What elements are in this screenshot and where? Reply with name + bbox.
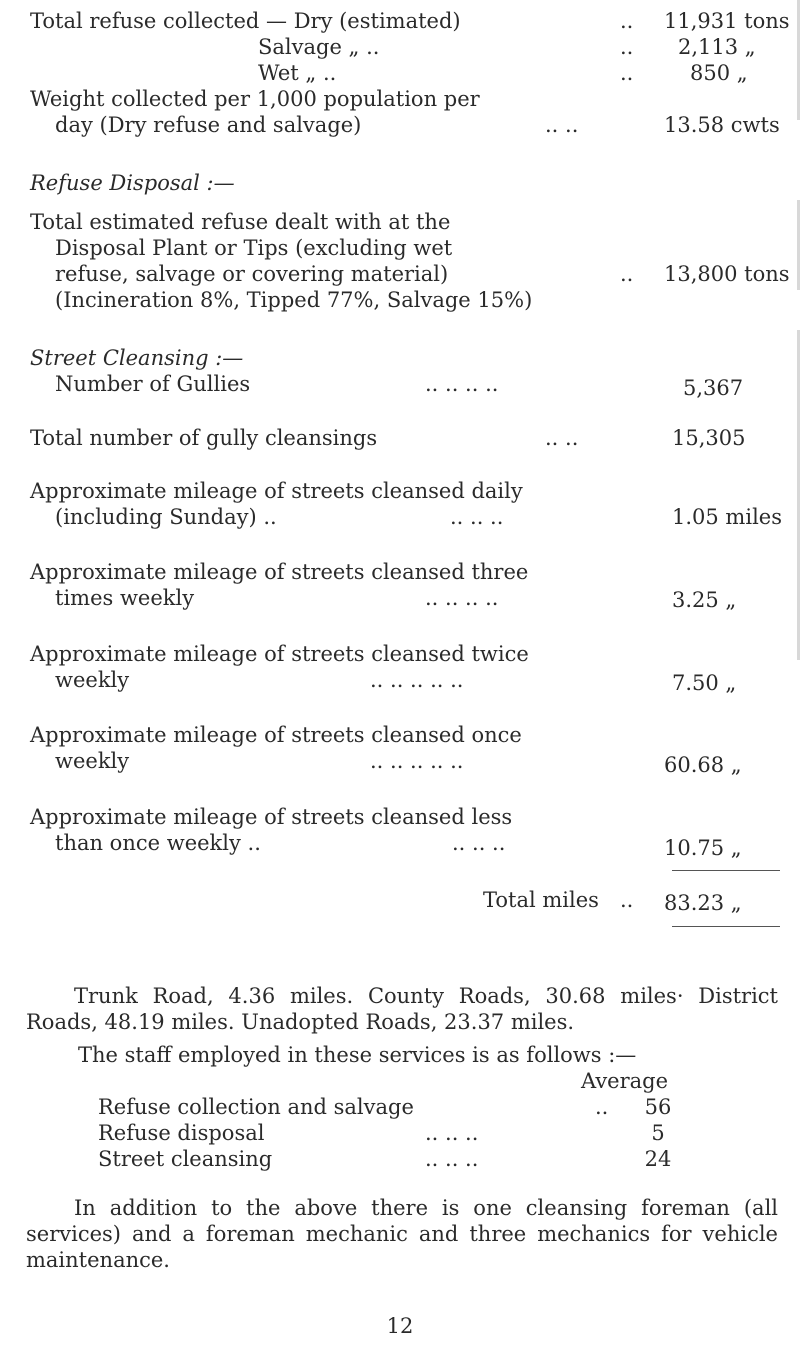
average-header: Average [581, 1069, 669, 1093]
staff-intro: The staff employed in these services is as follows :— [78, 1043, 637, 1067]
disposal-value: 13,800 tons [664, 262, 790, 286]
once-value: 60.68 „ [664, 753, 742, 777]
total-miles-leader: .. [620, 888, 634, 912]
three-line-2: times weekly [55, 586, 195, 610]
twice-leader: .. .. .. .. .. [370, 668, 464, 692]
staff-row-label: Refuse disposal [98, 1121, 265, 1145]
disposal-leader: .. [620, 262, 634, 286]
once-line-1: Approximate mileage of streets cleansed once [30, 723, 522, 747]
weight-line-1: Weight collected per 1,000 population per [30, 87, 480, 111]
weight-value: 13.58 cwts [664, 113, 780, 137]
less-value: 10.75 „ [664, 836, 742, 860]
salvage-label: Salvage „ .. [258, 35, 380, 59]
three-line-1: Approximate mileage of streets cleansed three [30, 560, 529, 584]
twice-line-1: Approximate mileage of streets cleansed twice [30, 642, 529, 666]
roads-paragraph: Trunk Road, 4.36 miles. County Roads, 30.68 miles· District Roads, 48.19 miles. Unadopted Roads, 23.37 miles. [26, 984, 778, 1034]
once-leader: .. .. .. .. .. [370, 749, 464, 773]
less-line-2: than once weekly .. [55, 831, 261, 855]
disposal-line-2: Disposal Plant or Tips (excluding wet [55, 236, 453, 260]
dry-refuse-label: Total refuse collected — Dry (estimated) [30, 9, 461, 33]
gullies-leader: .. .. .. .. [425, 372, 499, 396]
disposal-line-1: Total estimated refuse dealt with at the [30, 210, 451, 234]
page-number: 12 [386, 1314, 414, 1338]
wet-value: 850 „ [690, 61, 748, 85]
daily-line-1: Approximate mileage of streets cleansed daily [30, 479, 523, 503]
staff-row-value: 56 [644, 1095, 672, 1119]
cleansings-value: 15,305 [672, 426, 746, 450]
cleansings-leader: .. .. [545, 426, 579, 450]
staff-row-value: 5 [651, 1121, 665, 1145]
closing-paragraph: In addition to the above there is one cleansing foreman (all services) and a foreman mechanic and three mechanics for vehicle maintenance. [26, 1196, 778, 1272]
gullies-value: 5,367 [683, 376, 744, 400]
dry-refuse-leader: .. [620, 9, 634, 33]
refuse-disposal-heading: Refuse Disposal :— [30, 171, 235, 195]
staff-row-value: 24 [644, 1147, 672, 1171]
gullies-label: Number of Gullies [55, 372, 251, 396]
staff-row-leader: .. [595, 1095, 609, 1119]
three-value: 3.25 „ [672, 588, 737, 612]
disposal-line-3: refuse, salvage or covering material) [55, 262, 449, 286]
weight-leader: .. .. [545, 113, 579, 137]
three-leader: .. .. .. .. [425, 586, 499, 610]
street-cleansing-heading: Street Cleansing :— [30, 346, 244, 370]
total-miles-value: 83.23 „ [664, 891, 742, 915]
total-rule-top [672, 870, 780, 871]
twice-value: 7.50 „ [672, 671, 737, 695]
salvage-leader: .. [620, 35, 634, 59]
staff-row-label: Street cleansing [98, 1147, 273, 1171]
disposal-line-4: (Incineration 8%, Tipped 77%, Salvage 15%) [55, 288, 533, 312]
staff-row-leader: .. .. .. [425, 1121, 479, 1145]
wet-label: Wet „ .. [258, 61, 337, 85]
total-miles-label: Total miles [483, 888, 599, 912]
weight-line-2: day (Dry refuse and salvage) [55, 113, 362, 137]
once-line-2: weekly [55, 749, 130, 773]
dry-refuse-value: 11,931 tons [664, 9, 790, 33]
staff-row-label: Refuse collection and salvage [98, 1095, 414, 1119]
daily-leader: .. .. .. [450, 505, 504, 529]
salvage-value: 2,113 „ [678, 35, 756, 59]
less-line-1: Approximate mileage of streets cleansed less [30, 805, 513, 829]
less-leader: .. .. .. [452, 831, 506, 855]
staff-row-leader: .. .. .. [425, 1147, 479, 1171]
daily-value: 1.05 miles [672, 505, 782, 529]
wet-leader: .. [620, 61, 634, 85]
daily-line-2: (including Sunday) .. [55, 505, 277, 529]
total-rule-bottom [672, 926, 780, 927]
cleansings-label: Total number of gully cleansings [30, 426, 378, 450]
twice-line-2: weekly [55, 668, 130, 692]
